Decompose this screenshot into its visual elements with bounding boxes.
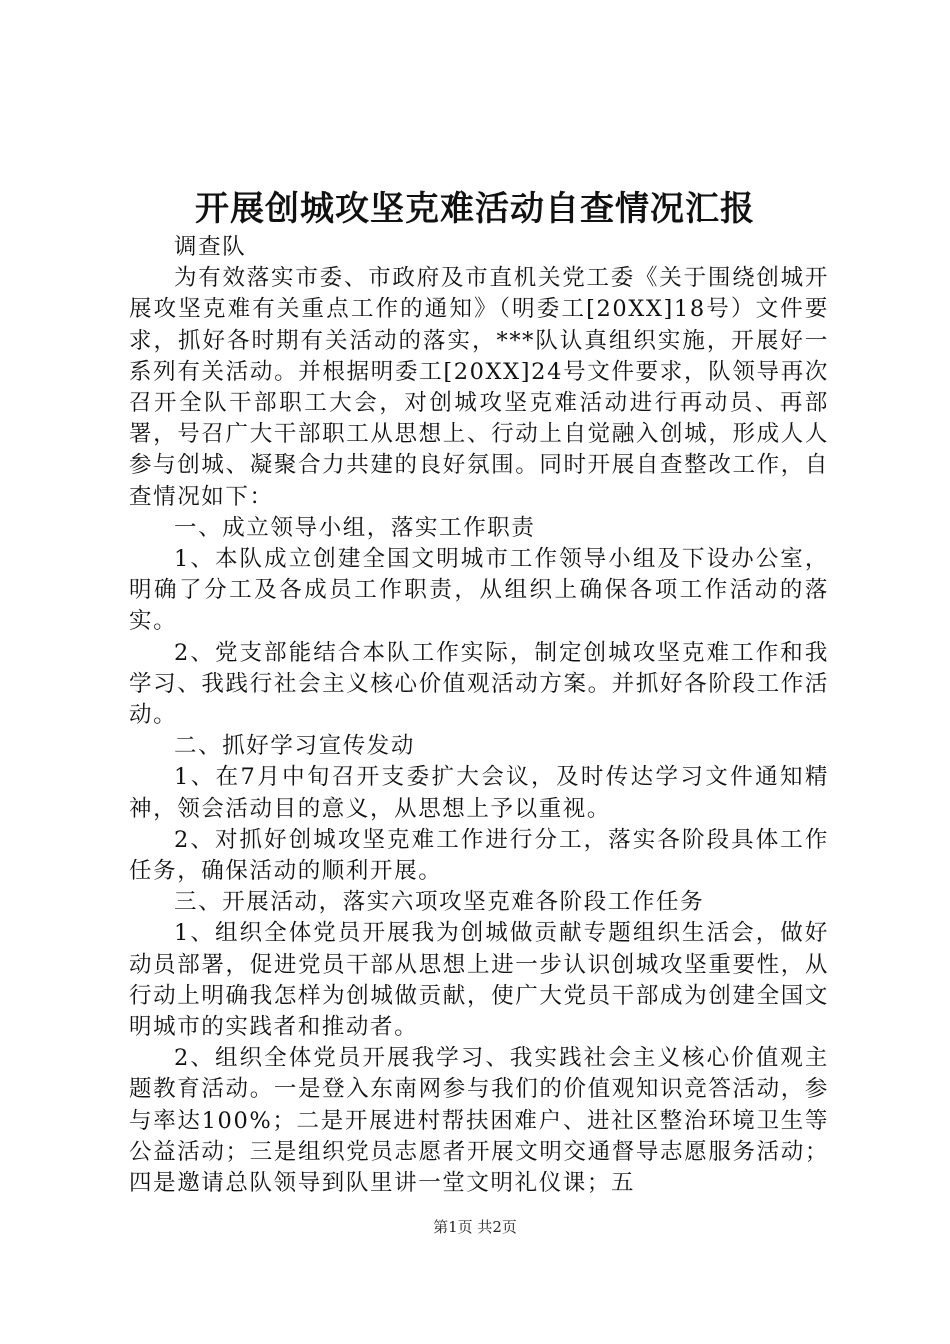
paragraph-2-1: 1、在7月中旬召开支委扩大会议，及时传达学习文件通知精神，领会活动目的意义，从思想上予以重视。 <box>129 764 829 822</box>
paragraph-1-1: 1、本队成立创建全国文明城市工作领导小组及下设办公室，明确了分工及各成员工作职责，从组织上确保各项工作活动的落实。 <box>129 546 829 635</box>
document-body <box>129 232 829 1199</box>
paragraph-department: 调查队 <box>174 234 247 260</box>
paragraph-3-2: 2、组织全体党员开展我学习、我实践社会主义核心价值观主题教育活动。一是登入东南网参与我们的价值观知识竞答活动，参与率达100%；二是开展进村帮扶困难户、进社区整治环境卫生等公益活动；三是组织党员志愿者开展文明交通督导志愿服务活动；四是邀请总队领导到队里讲一堂文明礼仪课；五 <box>129 1045 829 1197</box>
paragraph-2-2: 2、对抓好创城攻坚克难工作进行分工，落实各阶段具体工作任务，确保活动的顺利开展。 <box>129 826 829 885</box>
section-heading-2: 二、抓好学习宣传发动 <box>174 733 416 760</box>
paragraph-1-2: 2、党支部能结合本队工作实际，制定创城攻坚克难工作和我学习、我践行社会主义核心价值观活动方案。并抓好各阶段工作活动。 <box>129 639 829 729</box>
document-title: 开展创城攻坚克难活动自查情况汇报 <box>195 189 755 229</box>
section-heading-1: 一、成立领导小组，落实工作职责 <box>174 514 536 541</box>
page-footer: 第1页 共2页 <box>433 1218 517 1236</box>
paragraph-3-1: 1、组织全体党员开展我为创城做贡献专题组织生活会，做好动员部署，促进党员干部从思想上进一步认识创城攻坚重要性，从行动上明确我怎样为创城做贡献，使广大党员干部成为创建全国文明城市的实践者和推动者。 <box>129 920 829 1041</box>
paragraph-intro: 为有效落实市委、市政府及市直机关党工委《关于围绕创城开展攻坚克难有关重点工作的通知》（明委工[20XX]18号）文件要求，抓好各时期有关活动的落实，***队认真组织实施，开展好一系列有关活动。并根据明委工[20XX]24号文件要求，队领导再次召开全队干部职工大会，对创城攻坚克难活动进行再动员、再部署，号召广大干部职工从思想上、行动上自觉融入创城，形成人人参与创城、凝聚合力共建的良好氛围。同时开展自查整改工作，自查情况如下： <box>129 265 829 510</box>
section-heading-3: 三、开展活动，落实六项攻坚克难各阶段工作任务 <box>174 889 705 916</box>
